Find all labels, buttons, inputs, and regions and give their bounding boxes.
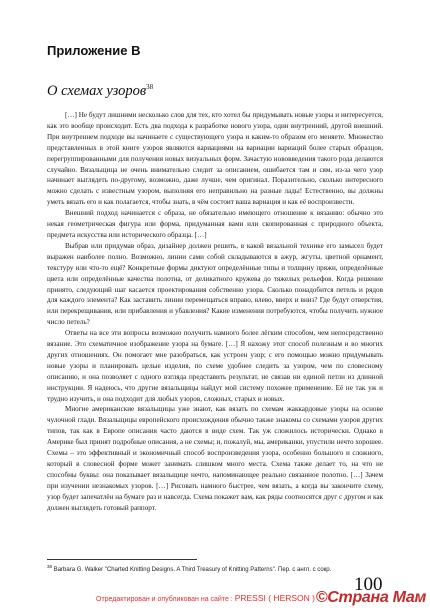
credit-prefix: Отредактирован и опубликован на сайте : xyxy=(96,596,233,603)
footnote xyxy=(47,563,387,574)
paragraph: […] Не будут лишними несколько слов для тех, кто хотел бы придумывать новые узоры и интересуется, как это вообще происходит. Есть два подхода к разработке нового узора, один внутренний, другой внешний. При внутреннем подходе вы начинаете с существующего узора и каким-то образом его меняете. Множество представленных в этой книге узоров являются вариациями на вариации вариаций более старых образцов, перегруппированными для получения новых визуальных форм. Зачастую нововведения такого рода делаются случайно. Вязальщица не очень внимательно следит за описанием, ошибается там и сям, из-за чего узор начинает выглядеть по-другому, возможно, даже лучше, чем оригинал. Поразительно, сколько интересного можно сделать с известным узором, выполняя его неправильно на разные лады! Естественно, вы должны уметь вязать его и как полагается, чтобы знать, в чём состоит ваша вариация и как её воспроизвести. xyxy=(47,111,383,207)
footnote-divider xyxy=(47,559,197,560)
section-title xyxy=(47,83,153,100)
page-number: 100 xyxy=(354,574,383,595)
footnote-marker: 38 xyxy=(47,564,53,569)
body-text xyxy=(47,110,383,514)
paragraph: Выбрав или придумав образ, дизайнер должен решить, в какой вязальной технике его замысел будет выражен наиболее полно. Возможно, линии сами собой складываются в ажур, жгуты, цветной орнамент, текстуру или что-то ещё? Конкретные формы диктуют определённые типы и толщину пряжи, определённые цвета или определённые качества полотна, от деликатного кружева до тяжелых рельефов. Когда решение принято, следующий шаг касается проектирования собственно узора. Сколько понадобится петель и рядов для каждого элемента? Как заставить линии перемещаться вправо, влево, вверх и вниз? Где будут отверстия, или перекрещивания, или прибавления и убавления? Какие изменения потребуются, чтобы получить нужное число петель? xyxy=(47,241,383,327)
paragraph: Ответы на все эти вопросы возможно получить намного более лёгким способом, чем непосредственно вязание. Это схематичное изображение узора на бумаге. […] Я нахожу этот способ полезным и во многих других отношениях. Он помогает мне разобраться, как устроен узор; с его помощью можно придумывать новые узоры и планировать целые изделия, по схеме удобнее следить за узором, чем по словесному описанию, и она позволяет с одного взгляда представить результат, не связав ни единой петли из длинной инструкции. Я надеюсь, что другие вязальщицы найдут мой систему похожее применение. Её не так уж и трудно изучить, и она подходит для любых узоров, сложных, старых и новых. xyxy=(47,329,383,403)
appendix-heading: Приложение В xyxy=(47,43,141,58)
publisher-credit xyxy=(96,593,315,603)
paragraph: Внешний подход начинается с образа, не обязательно имеющего отношение к вязанию: обычно это некая геометрическая фигура или форма, придуманная вами или скопированная с природного объекта, предмета искусства или исторического образца. […] xyxy=(47,209,383,239)
site-watermark: ©Страна Мам xyxy=(315,589,426,606)
section-title-text: О схемах узоров xyxy=(47,83,147,99)
title-footnote-ref[interactable]: 38 xyxy=(146,83,154,92)
paragraph: Многие американские вязальщицы уже знают, как вязать по схемам жаккардовые узоры на основе чулочной глади. Вязальщицы европейского происхождения обычно также знакомы со схемами узоров других типов, так как в Европе описания часто даются в виде схем. Так уж сложилось исторически. Однако в Америке был принят подробные описания, а не схемы; и, пожалуй, мы, американки, упустили нечто хорошее. Схемы – это эффективный и экономичный способ воспроизведения узора, особенно большого и сложного, который в словесной форме может занимать слишком много места. Схема также делает то, на что не способны буквы: она показывает вязальщице нечто, напоминающее реально связанное полотно. […] Зачем при изучении незнакомых узоров. […] Рисовать намного быстрее, чем вязать, а когда вы закончите схему, узор будет запечатлён на бумаге раз и навсегда. Схема покажет вам, как ряды соотносятся друг с другом и как должен выглядеть готовый раппорт. xyxy=(47,405,383,512)
credit-name: PRESSI ( HERSON ) xyxy=(234,593,315,603)
footnote-text: Barbara G. Walker "Charted Knitting Designs. A Third Treasury of Knitting Patterns". Пер. с англ. с сокр. xyxy=(53,567,332,573)
